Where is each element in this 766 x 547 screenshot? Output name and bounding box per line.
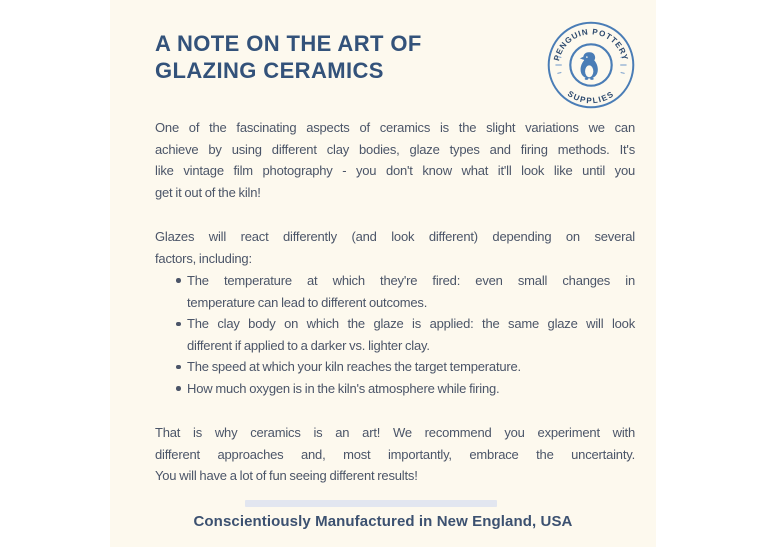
text-line: The temperature at which they're fired: even small changes in [187,273,635,288]
text-line: That is why ceramics is an art! We recommend you experiment with [155,425,635,440]
footer-text: Conscientiously Manufactured in New England, USA [193,513,573,530]
text-line: get it out of the kiln! [155,184,261,200]
logo-bottom-text: SUPPLIES [565,89,617,106]
title-line-1: A NOTE ON THE ART OF [155,31,422,56]
text-line: different if applied to a darker vs. lighter clay. [187,337,430,353]
footer-divider-bar [245,500,497,507]
page-title [155,30,422,84]
bullet-item [155,313,635,356]
bullet-dot-icon [176,322,181,327]
bullet-item [155,270,635,313]
bullet-dot-icon [176,278,181,283]
text-line: like vintage film photography - you don't know what it'll look like until you [155,163,635,179]
note-card [110,0,656,547]
text-line: How much oxygen is in the kiln's atmosphere while firing. [187,380,500,396]
text-line: temperature can lead to different outcomes. [187,294,428,310]
bullet-item [155,356,635,378]
text-line: You will have a lot of fun seeing different results! [155,468,418,484]
paragraph-closing [155,422,635,487]
text-line: One of the fascinating aspects of ceramics is the slight variations we can [155,120,635,135]
paragraph-factors [155,226,635,269]
text-line: The clay body on which the glaze is applied: the same glaze will look [187,316,635,332]
text-line: Glazes will react differently (and look different) depending on several [155,229,635,244]
logo-stamp [546,20,636,110]
logo-top-text: PENGUIN POTTERY [552,27,630,62]
bullet-item [155,378,635,400]
penguin-pottery-supplies-logo [546,20,636,110]
text-line: achieve by using different clay bodies, glaze types and firing methods. It's [155,141,635,157]
text-line: different approaches and, most importantly, embrace the uncertainty. [155,446,635,462]
bullet-dot-icon [176,386,181,391]
bullet-dot-icon [176,365,181,370]
paragraph-intro [155,117,635,203]
penguin-icon [580,52,598,80]
text-line: The speed at which your kiln reaches the target temperature. [187,359,521,375]
text-line: factors, including: [155,250,252,266]
bullet-list [155,270,635,400]
title-line-2: GLAZING CERAMICS [155,58,384,83]
